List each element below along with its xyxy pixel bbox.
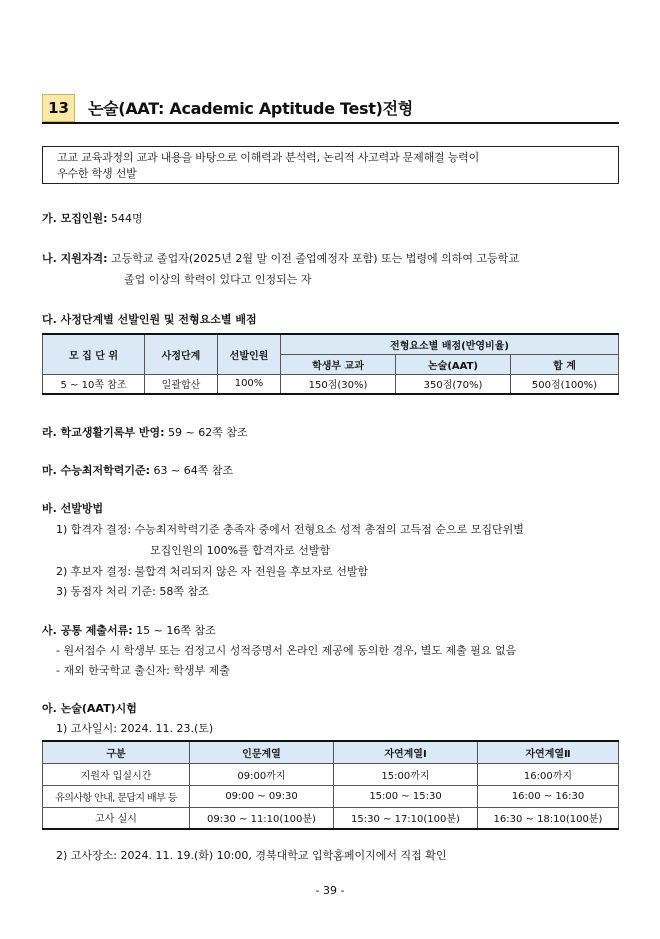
item-ma [42,462,233,478]
item-ra-label: 라. 학교생활기록부 반영: [42,426,165,439]
cell-total: 500점(100%) [511,374,619,394]
item-sa [42,622,216,638]
col-stage: 사정단계 [145,334,218,374]
table-row [43,374,619,394]
page-number: - 39 - [315,884,345,897]
item-ga-value: 544명 [107,212,143,225]
cell-unit: 5 ~ 10쪽 참조 [43,374,145,394]
col-category: 구분 [43,741,190,763]
cell: 16:00 ~ 16:30 [478,785,619,807]
item-ba-1-line-2: 모집인원의 100%를 합격자로 선발함 [150,544,331,557]
col-total: 합 계 [511,354,619,374]
item-na-line-1: 고등학교 졸업자(2025년 2월 말 이전 졸업예정자 포함) 또는 법령에 의하여 고등학교 [107,252,519,265]
table-row [43,807,619,829]
cell: 유의사항 안내, 문답지 배부 등 [43,785,190,807]
col-group: 전형요소별 배점(반영비율) [281,334,619,354]
cell-essay: 350점(70%) [396,374,511,394]
cell: 고사 실시 [43,807,190,829]
summary-line-2: 우수한 학생 선발 [57,167,137,180]
item-na [42,250,519,266]
col-school: 학생부 교과 [281,354,396,374]
item-sa-2: - 재외 한국학교 출신자: 학생부 제출 [56,664,230,677]
cell: 16:30 ~ 18:10(100분) [478,807,619,829]
summary-line-1: 고교 교육과정의 교과 내용을 바탕으로 이해력과 분석력, 논리적 사고력과 문제해결 능력이 [57,151,480,164]
cell-stage: 일괄합산 [145,374,218,394]
item-ba-3: 3) 동점자 처리 기준: 58쪽 참조 [56,585,209,598]
summary-box [42,146,619,184]
cell: 15:00까지 [334,763,478,785]
item-ba-label: 바. 선발방법 [42,502,104,515]
col-science-2: 자연계열Ⅱ [478,741,619,763]
item-ba-2: 2) 후보자 결정: 불합격 처리되지 않은 자 전원을 후보자로 선발함 [56,565,369,578]
cell: 15:00 ~ 15:30 [334,785,478,807]
cell: 09:00 ~ 09:30 [190,785,334,807]
item-da-label: 다. 사정단계별 선발인원 및 전형요소별 배점 [42,313,257,326]
exam-schedule-table [42,740,619,830]
section-title: 논술(AAT: Academic Aptitude Test)전형 [88,99,413,118]
item-ma-label: 마. 수능최저학력기준: [42,464,151,477]
section-number: 13 [42,94,75,122]
item-a-2: 2) 고사장소: 2024. 11. 19.(화) 10:00, 경북대학교 입학홈페이지에서 직접 확인 [56,849,447,862]
item-ga-label: 가. 모집인원: [42,212,108,225]
item-na-line-2: 졸업 이상의 학력이 있다고 인정되는 자 [124,273,312,286]
item-a-label: 아. 논술(AAT)시험 [42,702,137,715]
cell: 지원자 입실시간 [43,763,190,785]
col-essay: 논술(AAT) [396,354,511,374]
item-sa-1: - 원서접수 시 학생부 또는 검정고시 성적증명서 온라인 제공에 동의한 경우, 별도 제출 필요 없음 [56,644,517,657]
col-unit: 모 집 단 위 [43,334,145,374]
item-a-1: 1) 고사일시: 2024. 11. 23.(토) [56,722,214,735]
col-count: 선발인원 [218,334,281,374]
table-row [43,763,619,785]
cell-count: 100% [218,374,281,394]
cell: 09:30 ~ 11:10(100분) [190,807,334,829]
item-na-label: 나. 지원자격: [42,252,108,265]
col-science-1: 자연계열Ⅰ [334,741,478,763]
item-sa-label: 사. 공통 제출서류: [42,624,133,637]
item-ra-value: 59 ~ 62쪽 참조 [164,426,248,439]
col-humanities: 인문계열 [190,741,334,763]
table-row [43,785,619,807]
cell: 09:00까지 [190,763,334,785]
item-ra [42,424,248,440]
cell: 15:30 ~ 17:10(100분) [334,807,478,829]
item-ma-value: 63 ~ 64쪽 참조 [150,464,234,477]
cell-school: 150점(30%) [281,374,396,394]
section-rule [42,122,619,124]
item-ga [42,210,143,226]
item-sa-value: 15 ~ 16쪽 참조 [132,624,216,637]
item-ba-1: 1) 합격자 결정: 수능최저학력기준 충족자 중에서 전형요소 성적 총점의 고득점 순으로 모집단위별 [56,523,524,536]
allocation-table [42,333,619,395]
cell: 16:00까지 [478,763,619,785]
